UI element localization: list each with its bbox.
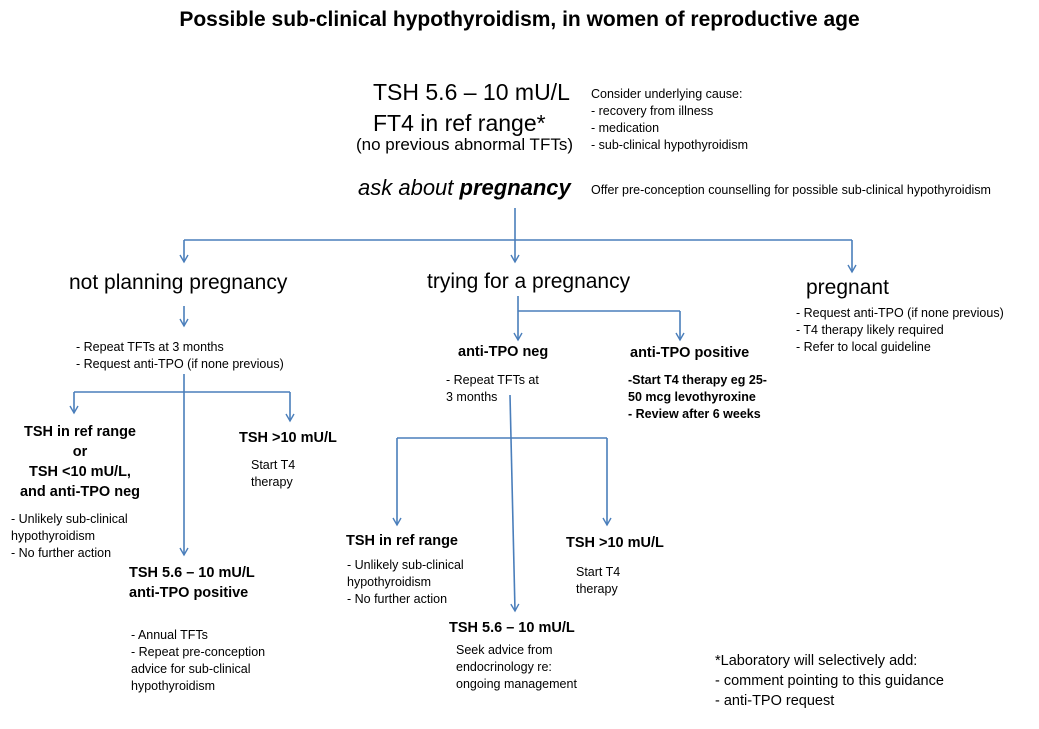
footnote-line: - anti-TPO request bbox=[715, 693, 835, 709]
note-line: - Repeat TFTs at bbox=[446, 373, 539, 387]
trying-refrange-node: TSH in ref range bbox=[346, 533, 458, 549]
ask-prefix: ask about bbox=[358, 175, 460, 200]
node-line: and anti-TPO neg bbox=[19, 484, 141, 500]
not-planning-actions bbox=[76, 339, 284, 373]
note-line: - Refer to local guideline bbox=[796, 340, 931, 354]
note-line: hypothyroidism bbox=[131, 679, 216, 693]
note-line: endocrinology re: bbox=[456, 660, 552, 674]
np-mid-node bbox=[129, 563, 255, 603]
note-line: -Start T4 therapy eg 25- bbox=[628, 373, 767, 387]
node-line: or bbox=[72, 444, 88, 460]
connector-neg-to-mid bbox=[510, 395, 515, 611]
note-line: Start T4 bbox=[251, 458, 296, 472]
counselling-note: Offer pre-conception counselling for possible sub-clinical hypothyroidism bbox=[591, 183, 991, 197]
underlying-cause-title: Consider underlying cause: bbox=[591, 87, 743, 101]
note-line: - T4 therapy likely required bbox=[796, 323, 944, 337]
underlying-cause-box bbox=[591, 86, 748, 154]
note-line: - Unlikely sub-clinical bbox=[11, 512, 128, 526]
branch-pregnant: pregnant bbox=[806, 276, 889, 299]
trying-high-notes bbox=[576, 564, 620, 598]
node-line: TSH in ref range bbox=[24, 424, 136, 440]
node-line: TSH <10 mU/L, bbox=[29, 464, 131, 480]
cause-item: - medication bbox=[591, 121, 660, 135]
ask-about-pregnancy bbox=[358, 175, 571, 201]
footnote-line: - comment pointing to this guidance bbox=[715, 673, 944, 689]
node-line: anti-TPO positive bbox=[129, 585, 249, 601]
note-line: - No further action bbox=[11, 546, 112, 560]
note-line: hypothyroidism bbox=[347, 575, 432, 589]
note-line: 3 months bbox=[446, 390, 498, 404]
trying-pos-node: anti-TPO positive bbox=[630, 345, 750, 361]
note-line: - No further action bbox=[347, 592, 448, 606]
footnote-line: *Laboratory will selectively add: bbox=[715, 653, 918, 669]
branch-not-planning: not planning pregnancy bbox=[69, 271, 288, 294]
np-high-notes bbox=[251, 457, 295, 491]
note-line: - Request anti-TPO (if none previous) bbox=[796, 306, 1004, 320]
ft4-heading: FT4 in ref range* bbox=[373, 110, 546, 136]
trying-mid-node: TSH 5.6 – 10 mU/L bbox=[449, 620, 575, 636]
trying-refrange-notes bbox=[347, 557, 464, 608]
trying-neg-node: anti-TPO neg bbox=[458, 344, 549, 360]
node-line: TSH 5.6 – 10 mU/L bbox=[129, 565, 255, 581]
note-line: ongoing management bbox=[456, 677, 577, 691]
note-line: - Review after 6 weeks bbox=[628, 407, 761, 421]
trying-mid-notes bbox=[456, 642, 577, 693]
branch-trying: trying for a pregnancy bbox=[427, 270, 631, 293]
np-refrange-node bbox=[5, 422, 155, 502]
np-high-node: TSH >10 mU/L bbox=[239, 430, 337, 446]
note-line: Start T4 bbox=[576, 565, 621, 579]
note-line: 50 mcg levothyroxine bbox=[628, 390, 756, 404]
note-line: hypothyroidism bbox=[11, 529, 96, 543]
action-item: - Request anti-TPO (if none previous) bbox=[76, 357, 284, 371]
note-line: advice for sub-clinical bbox=[131, 662, 251, 676]
tsh-range-heading: TSH 5.6 – 10 mU/L bbox=[373, 79, 570, 105]
action-item: - Repeat TFTs at 3 months bbox=[76, 340, 224, 354]
note-line: therapy bbox=[251, 475, 293, 489]
np-mid-notes bbox=[131, 627, 265, 695]
np-refrange-notes bbox=[11, 511, 128, 562]
cause-item: - recovery from illness bbox=[591, 104, 714, 118]
note-line: - Repeat pre-conception bbox=[131, 645, 266, 659]
trying-neg-notes bbox=[446, 372, 539, 406]
no-previous-note: (no previous abnormal TFTs) bbox=[356, 135, 573, 154]
page-title: Possible sub-clinical hypothyroidism, in women of reproductive age bbox=[179, 8, 860, 31]
note-line: - Annual TFTs bbox=[131, 628, 208, 642]
ask-bold: pregnancy bbox=[459, 175, 571, 200]
note-line: Seek advice from bbox=[456, 643, 553, 657]
note-line: - Unlikely sub-clinical bbox=[347, 558, 464, 572]
pregnant-notes bbox=[796, 305, 1004, 356]
note-line: therapy bbox=[576, 582, 618, 596]
laboratory-footnote bbox=[715, 651, 944, 711]
trying-high-node: TSH >10 mU/L bbox=[566, 535, 664, 551]
cause-item: - sub-clinical hypothyroidism bbox=[591, 138, 749, 152]
trying-pos-notes bbox=[628, 372, 767, 423]
